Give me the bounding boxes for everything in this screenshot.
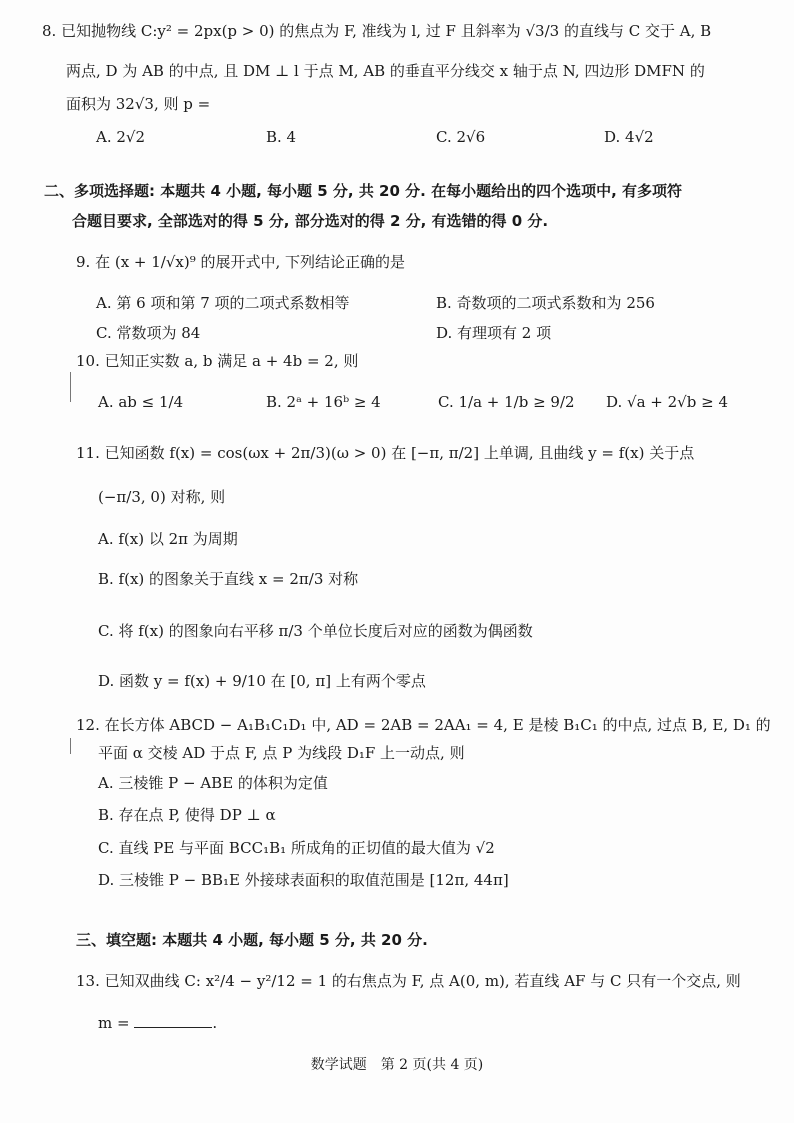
section2-heading: 二、多项选择题: 本题共 4 小题, 每小题 5 分, 共 20 分. 在每小题给出的四个选项中, 有多项符	[44, 182, 682, 200]
q11-option-a: A. f(x) 以 2π 为周期	[98, 530, 238, 548]
q8-line1: 8. 已知抛物线 C:y² = 2px(p > 0) 的焦点为 F, 准线为 l, 过 F 且斜率为 √3/3 的直线与 C 交于 A, B	[42, 22, 712, 40]
q10-option-d: D. √a + 2√b ≥ 4	[606, 393, 728, 411]
q11-option-b: B. f(x) 的图象关于直线 x = 2π/3 对称	[98, 570, 359, 588]
q10-stem: 10. 已知正实数 a, b 满足 a + 4b = 2, 则	[76, 352, 359, 370]
q11-option-d: D. 函数 y = f(x) + 9/10 在 [0, π] 上有两个零点	[98, 672, 426, 690]
section2-instructions: 合题目要求, 全部选对的得 5 分, 部分选对的得 2 分, 有选错的得 0 分.	[72, 212, 549, 230]
q13-line2-wrap	[98, 1015, 217, 1031]
q8-line2: 两点, D 为 AB 的中点, 且 DM ⊥ l 于点 M, AB 的垂直平分线交 x 轴于点 N, 四边形 DMFN 的	[66, 62, 705, 80]
q10-option-a: A. ab ≤ 1/4	[98, 393, 184, 411]
q8-option-c: C. 2√6	[436, 128, 486, 146]
q13-line1: 13. 已知双曲线 C: x²/4 − y²/12 = 1 的右焦点为 F, 点 A(0, m), 若直线 AF 与 C 只有一个交点, 则	[76, 972, 741, 990]
q10-option-c: C. 1/a + 1/b ≥ 9/2	[438, 393, 575, 411]
q8-option-b: B. 4	[266, 128, 297, 146]
q12-option-c: C. 直线 PE 与平面 BCC₁B₁ 所成角的正切值的最大值为 √2	[98, 839, 495, 857]
section3-heading: 三、填空题: 本题共 4 小题, 每小题 5 分, 共 20 分.	[76, 931, 428, 949]
q10-option-b: B. 2ᵃ + 16ᵇ ≥ 4	[266, 393, 381, 411]
q9-option-a: A. 第 6 项和第 7 项的二项式系数相等	[96, 294, 350, 312]
q9-option-b: B. 奇数项的二项式系数和为 256	[436, 294, 655, 312]
q8-option-a: A. 2√2	[96, 128, 146, 146]
q12-line2: 平面 α 交棱 AD 于点 F, 点 P 为线段 D₁F 上一动点, 则	[98, 744, 465, 762]
q11-line1: 11. 已知函数 f(x) = cos(ωx + 2π/3)(ω > 0) 在 [−π, π/2] 上单调, 且曲线 y = f(x) 关于点	[76, 444, 695, 462]
period: .	[212, 1014, 218, 1032]
q11-option-c: C. 将 f(x) 的图象向右平移 π/3 个单位长度后对应的函数为偶函数	[98, 622, 533, 640]
page-footer: 数学试题 第 2 页(共 4 页)	[310, 1057, 484, 1073]
q8-line3: 面积为 32√3, 则 p =	[66, 95, 211, 113]
q11-line2: (−π/3, 0) 对称, 则	[98, 488, 226, 506]
q9-option-c: C. 常数项为 84	[96, 324, 201, 342]
scan-mark	[70, 738, 71, 754]
q12-line1: 12. 在长方体 ABCD − A₁B₁C₁D₁ 中, AD = 2AB = 2AA₁ = 4, E 是棱 B₁C₁ 的中点, 过点 B, E, D₁ 的	[76, 716, 771, 734]
q9-option-d: D. 有理项有 2 项	[436, 324, 552, 342]
q12-option-a: A. 三棱锥 P − ABE 的体积为定值	[98, 774, 328, 792]
q12-option-d: D. 三棱锥 P − BB₁E 外接球表面积的取值范围是 [12π, 44π]	[98, 871, 509, 889]
q9-stem: 9. 在 (x + 1/√x)⁹ 的展开式中, 下列结论正确的是	[76, 253, 406, 271]
q13-line2: m =	[98, 1014, 130, 1032]
q8-option-d: D. 4√2	[604, 128, 654, 146]
q12-option-b: B. 存在点 P, 使得 DP ⊥ α	[98, 806, 276, 824]
answer-blank[interactable]	[134, 1015, 212, 1028]
scan-mark	[70, 372, 71, 402]
